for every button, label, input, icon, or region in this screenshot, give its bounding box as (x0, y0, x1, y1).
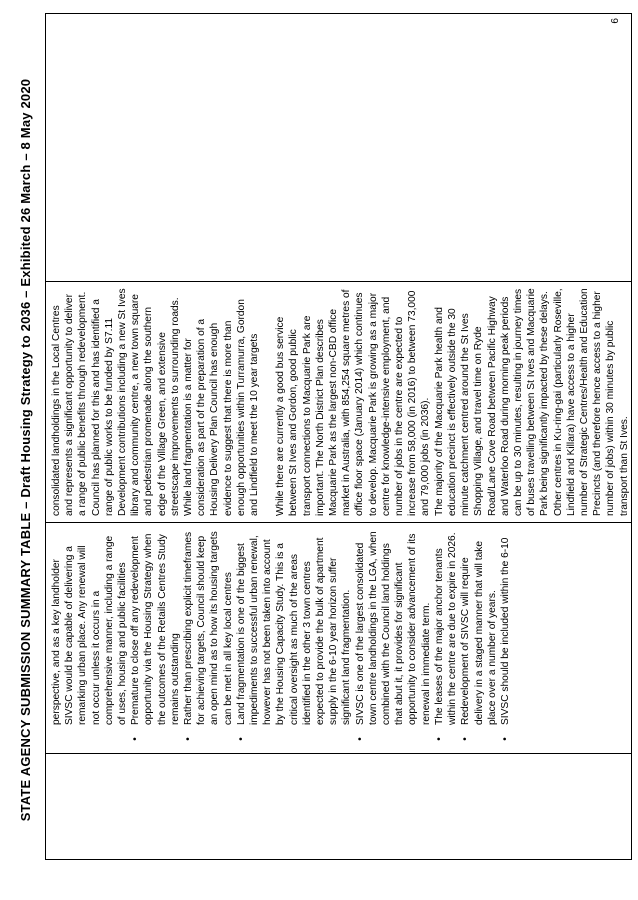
bullet-icon: • (183, 737, 195, 741)
notes-cell (46, 14, 632, 282)
page-title: STATE AGENCY SUBMISSION SUMMARY TABLE – Draft Housing Strategy to 2036 – Exhibited 26 March – 8 May 2020 (18, 78, 33, 822)
list-item: • Redevelopment of SIVSC will require delivery in a staged manner that will take place over a number of years. (459, 529, 499, 747)
paragraph-spacer (261, 288, 274, 516)
summary-table (45, 13, 632, 860)
response-paragraph: The majority of the Macquarie Park health and education precinct is effectively outside the 30 minute catchment centred around the St Ives Shopping Village, and travel time on Ryde Road/Lane Cove Road between Pacific Highway and Waterloo Road during morning peak periods can be up to 30 minutes, resulting in journey times of buses travelling between St Ives and Macquarie Park being significantly impacted by these delays. (433, 288, 551, 516)
list-item: • Rather than prescribing explicit timeframes for achieving targets, Council should keep an open mind as to how its housing targets can be met in all key local centres (182, 529, 235, 747)
list-item: • SIVSC is one of the largest consolidated town centre landholdings in the LGA, when combined with the Council land holdings that abut it, it provides for significant opportunity to consider advancement of its renewal in immediate term. (354, 529, 433, 747)
response-paragraph: While there are currently a good bus service between St Ives and Gordon, good public transport connections to Macquarie Park are important. The North District Plan describes Macquarie Park as the largest non-CBD office market in Australia, with 854,254 square metres of office floor space (January 2014) which continues to develop. Macquarie Park is growing as a major centre for knowledge-intensive employment, and number of jobs in the centre are expected to increase from 58,000 (in 2016) to between 73,000 and 79,000 jobs (in 2036). (275, 289, 432, 516)
list-item: • Premature to close off any redevelopment opportunity via the Housing Strategy when the outcomes of the Retails Centres Study remains outstanding (129, 529, 182, 747)
response-cell (46, 282, 632, 523)
bullet-icon: • (235, 737, 247, 741)
bullet-icon: • (130, 737, 142, 741)
bullet-icon: • (354, 737, 366, 741)
submission-cell (46, 523, 632, 754)
response-paragraph: While land fragmentation is a matter for consideration as part of the preparation of a Housing Delivery Plan Council has enough evidence to suggest that there is more than enough opportunities within Turramurra, Gordon and Lindfield to meet the 10 year targets (183, 299, 261, 516)
table-row (46, 14, 632, 860)
submission-bullet-list (129, 529, 512, 747)
bullet-icon: • (460, 737, 472, 741)
submission-continuation: perspective, and as a key landholder SIVSC would be capable of delivering a remarking urban place. Any renewal will not occur unless it occurs in a comprehensive manner, including a range of uses, housing and public facilities (51, 535, 129, 725)
response-paragraph: Other centres in Ku-ring-gai (particularly Roseville, Lindfield and Killara) have access to a higher number of Strategic Centres/Health and Education Precincts (and therefore hence access to a higher number of jobs) within 30 minutes by public transport than St Ives. (552, 288, 630, 516)
response-paragraph: consolidated landholdings in the Local Centres and represents a significant opportunity to deliver a range of public benefits through redevelopment. Council has planned for this and has identified a range of public works to be funded by S7.11 Development contributions including a new St Ives library and community centre, a new town square and pedestrian promenade along the southern edge of the Village Green, and extensive streetscape improvements to surrounding roads. (51, 288, 181, 516)
list-item: • Land fragmentation is one of the biggest impediments to successful urban renewal, however has not been taken into account by the Housing Capacity Study. This is a critical oversight as much of the areas identified in the other 3 town centres expected to provide the bulk of apartment supply in the 6-10 year horizon suffer significant land fragmentation. (235, 529, 354, 747)
notes-text (46, 14, 50, 281)
page-number: 6 (610, 18, 621, 24)
list-item: • SIVSC should be included within the 6-10 (499, 529, 512, 747)
bullet-icon: • (433, 737, 445, 741)
agency-cell (46, 754, 632, 860)
bullet-icon: • (499, 737, 511, 741)
list-item: • The leases of the major anchor tenants within the centre are due to expire in 2026. (433, 529, 459, 747)
